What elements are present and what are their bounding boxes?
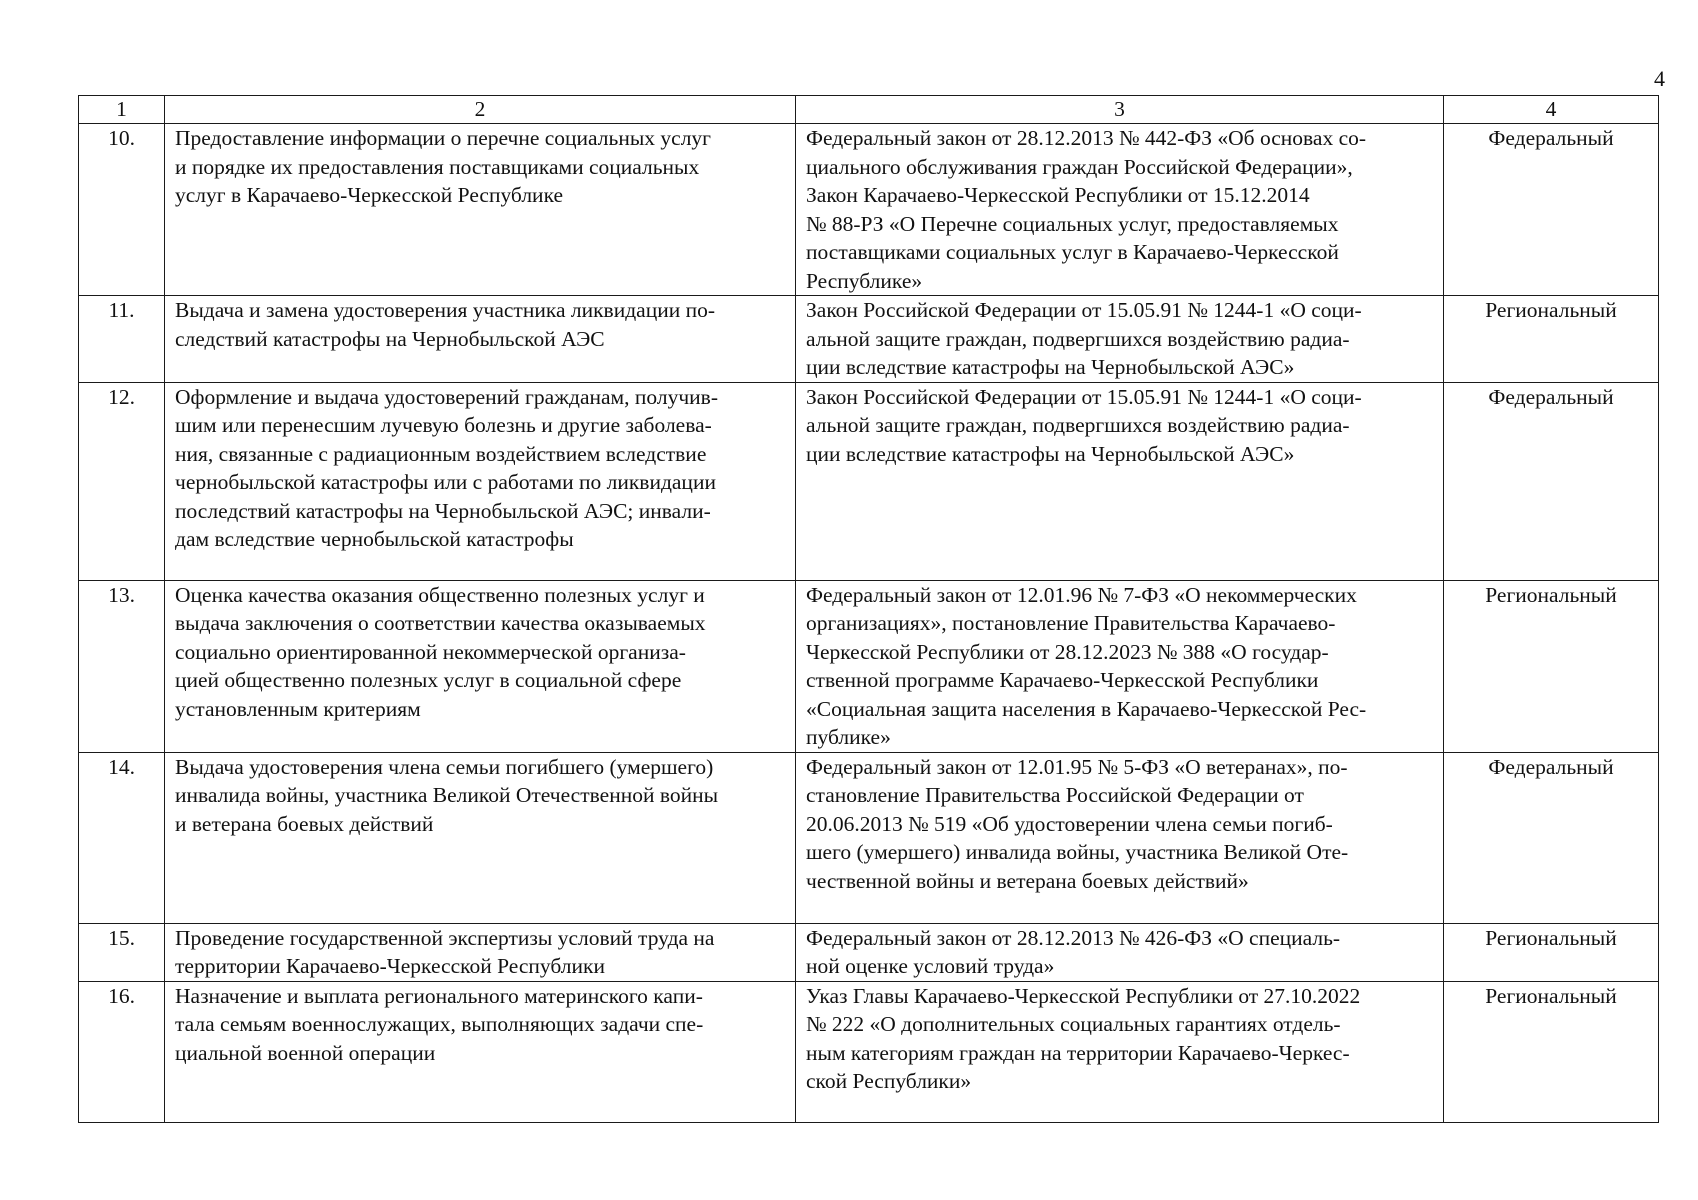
service-name-cell <box>165 382 796 580</box>
service-level: Федеральный <box>1444 382 1659 580</box>
service-name: Проведение государственной экспертизы условий труда на территории Карачаево-Черкесской Республики <box>175 925 715 978</box>
service-name: Назначение и выплата регионального материнского капи- тала семьям военнослужащих, выполняющих задачи спе- циальной военной операции <box>175 983 704 1065</box>
service-level: Федеральный <box>1444 124 1659 296</box>
table-row <box>79 923 1659 981</box>
legal-basis: Федеральный закон от 28.12.2013 № 426-ФЗ «О специаль- ной оценке условий труда» <box>806 925 1341 978</box>
legal-basis: Закон Российской Федерации от 15.05.91 № 1244-1 «О соци- альной защите граждан, подвергшихся воздействию радиа- ции вследствие катастрофы на Чернобыльской АЭС» <box>806 298 1362 379</box>
legal-basis: Указ Главы Карачаево-Черкесской Республики от 27.10.2022 № 222 «О дополнительных социальных гарантиях отдель- ным категориям граждан на территории Карачаево-Черкес- ской Республики» <box>806 983 1361 1093</box>
row-number: 13. <box>79 580 165 752</box>
services-table <box>78 95 1659 1123</box>
row-number: 10. <box>79 124 165 296</box>
service-name: Оценка качества оказания общественно полезных услуг и выдача заключения о соответствии качества оказываемых социально ориентированной некоммерческой организа- цией общественно полезных услуг в социальной сфере установленным критериям <box>175 582 706 721</box>
column-header-4: 4 <box>1444 96 1659 124</box>
legal-basis-cell <box>796 382 1444 580</box>
row-number: 16. <box>79 981 165 1122</box>
table-row <box>79 580 1659 752</box>
service-level: Региональный <box>1444 296 1659 383</box>
service-name: Выдача и замена удостоверения участника ликвидации по- следствий катастрофы на Чернобыльской АЭС <box>175 298 716 351</box>
legal-basis-cell <box>796 981 1444 1122</box>
legal-basis: Федеральный закон от 28.12.2013 № 442-ФЗ «Об основах со- циального обслуживания граждан Российской Федерации», Закон Карачаево-Черкесской Республики от 15.12.2014 № 88-РЗ «О Перечне социальных услуг, предоставляемых поставщиками социальных услуг в Карачаево-Черкесской Республике» <box>806 126 1367 293</box>
legal-basis-cell <box>796 580 1444 752</box>
column-header-3: 3 <box>796 96 1444 124</box>
service-name-cell <box>165 124 796 296</box>
service-level: Региональный <box>1444 923 1659 981</box>
legal-basis-cell <box>796 923 1444 981</box>
row-number: 14. <box>79 752 165 923</box>
service-name-cell <box>165 296 796 383</box>
service-name-cell <box>165 923 796 981</box>
legal-basis-cell <box>796 752 1444 923</box>
column-header-1: 1 <box>79 96 165 124</box>
legal-basis: Закон Российской Федерации от 15.05.91 № 1244-1 «О соци- альной защите граждан, подвергшихся воздействию радиа- ции вследствие катастрофы на Чернобыльской АЭС» <box>806 384 1362 466</box>
table-row <box>79 752 1659 923</box>
service-name: Выдача удостоверения члена семьи погибшего (умершего) инвалида войны, участника Великой Отечественной войны и ветерана боевых действий <box>175 754 719 836</box>
service-level: Региональный <box>1444 580 1659 752</box>
service-name-cell <box>165 981 796 1122</box>
table-header-row <box>79 96 1659 124</box>
service-name: Оформление и выдача удостоверений гражданам, получив- шим или перенесшим лучевую болезнь и другие заболева- ния, связанные с радиационным воздействием вследствие чернобыльской катастрофы или с работами по ликвидации последствий катастрофы на Чернобыльской АЭС; инвали- дам вследствие чернобыльской катастрофы <box>175 384 718 551</box>
legal-basis-cell <box>796 124 1444 296</box>
legal-basis: Федеральный закон от 12.01.95 № 5-ФЗ «О ветеранах», по- становление Правительства Российской Федерации от 20.06.2013 № 519 «Об удостоверении члена семьи погиб- шего (умершего) инвалида войны, участника Великой Оте- чественной войны и ветерана боевых действий» <box>806 754 1349 893</box>
legal-basis-cell <box>796 296 1444 383</box>
column-header-2: 2 <box>165 96 796 124</box>
table-row <box>79 296 1659 383</box>
row-number: 11. <box>79 296 165 383</box>
service-name: Предоставление информации о перечне социальных услуг и порядке их предоставления поставщиками социальных услуг в Карачаево-Черкесской Республике <box>175 126 711 207</box>
row-number: 15. <box>79 923 165 981</box>
row-number: 12. <box>79 382 165 580</box>
legal-basis: Федеральный закон от 12.01.96 № 7-ФЗ «О некоммерческих организациях», постановление Правительства Карачаево- Черкесской Республики от 28.12.2023 № 388 «О государ- ственной программе Карачаево-Черкесской Республики «Социальная защита населения в Карачаево-Черкесской Рес- публике» <box>806 582 1367 749</box>
service-name-cell <box>165 752 796 923</box>
page-number: 4 <box>1654 66 1665 91</box>
table-row <box>79 382 1659 580</box>
table-row <box>79 124 1659 296</box>
service-level: Федеральный <box>1444 752 1659 923</box>
service-name-cell <box>165 580 796 752</box>
service-level: Региональный <box>1444 981 1659 1122</box>
table-row <box>79 981 1659 1122</box>
